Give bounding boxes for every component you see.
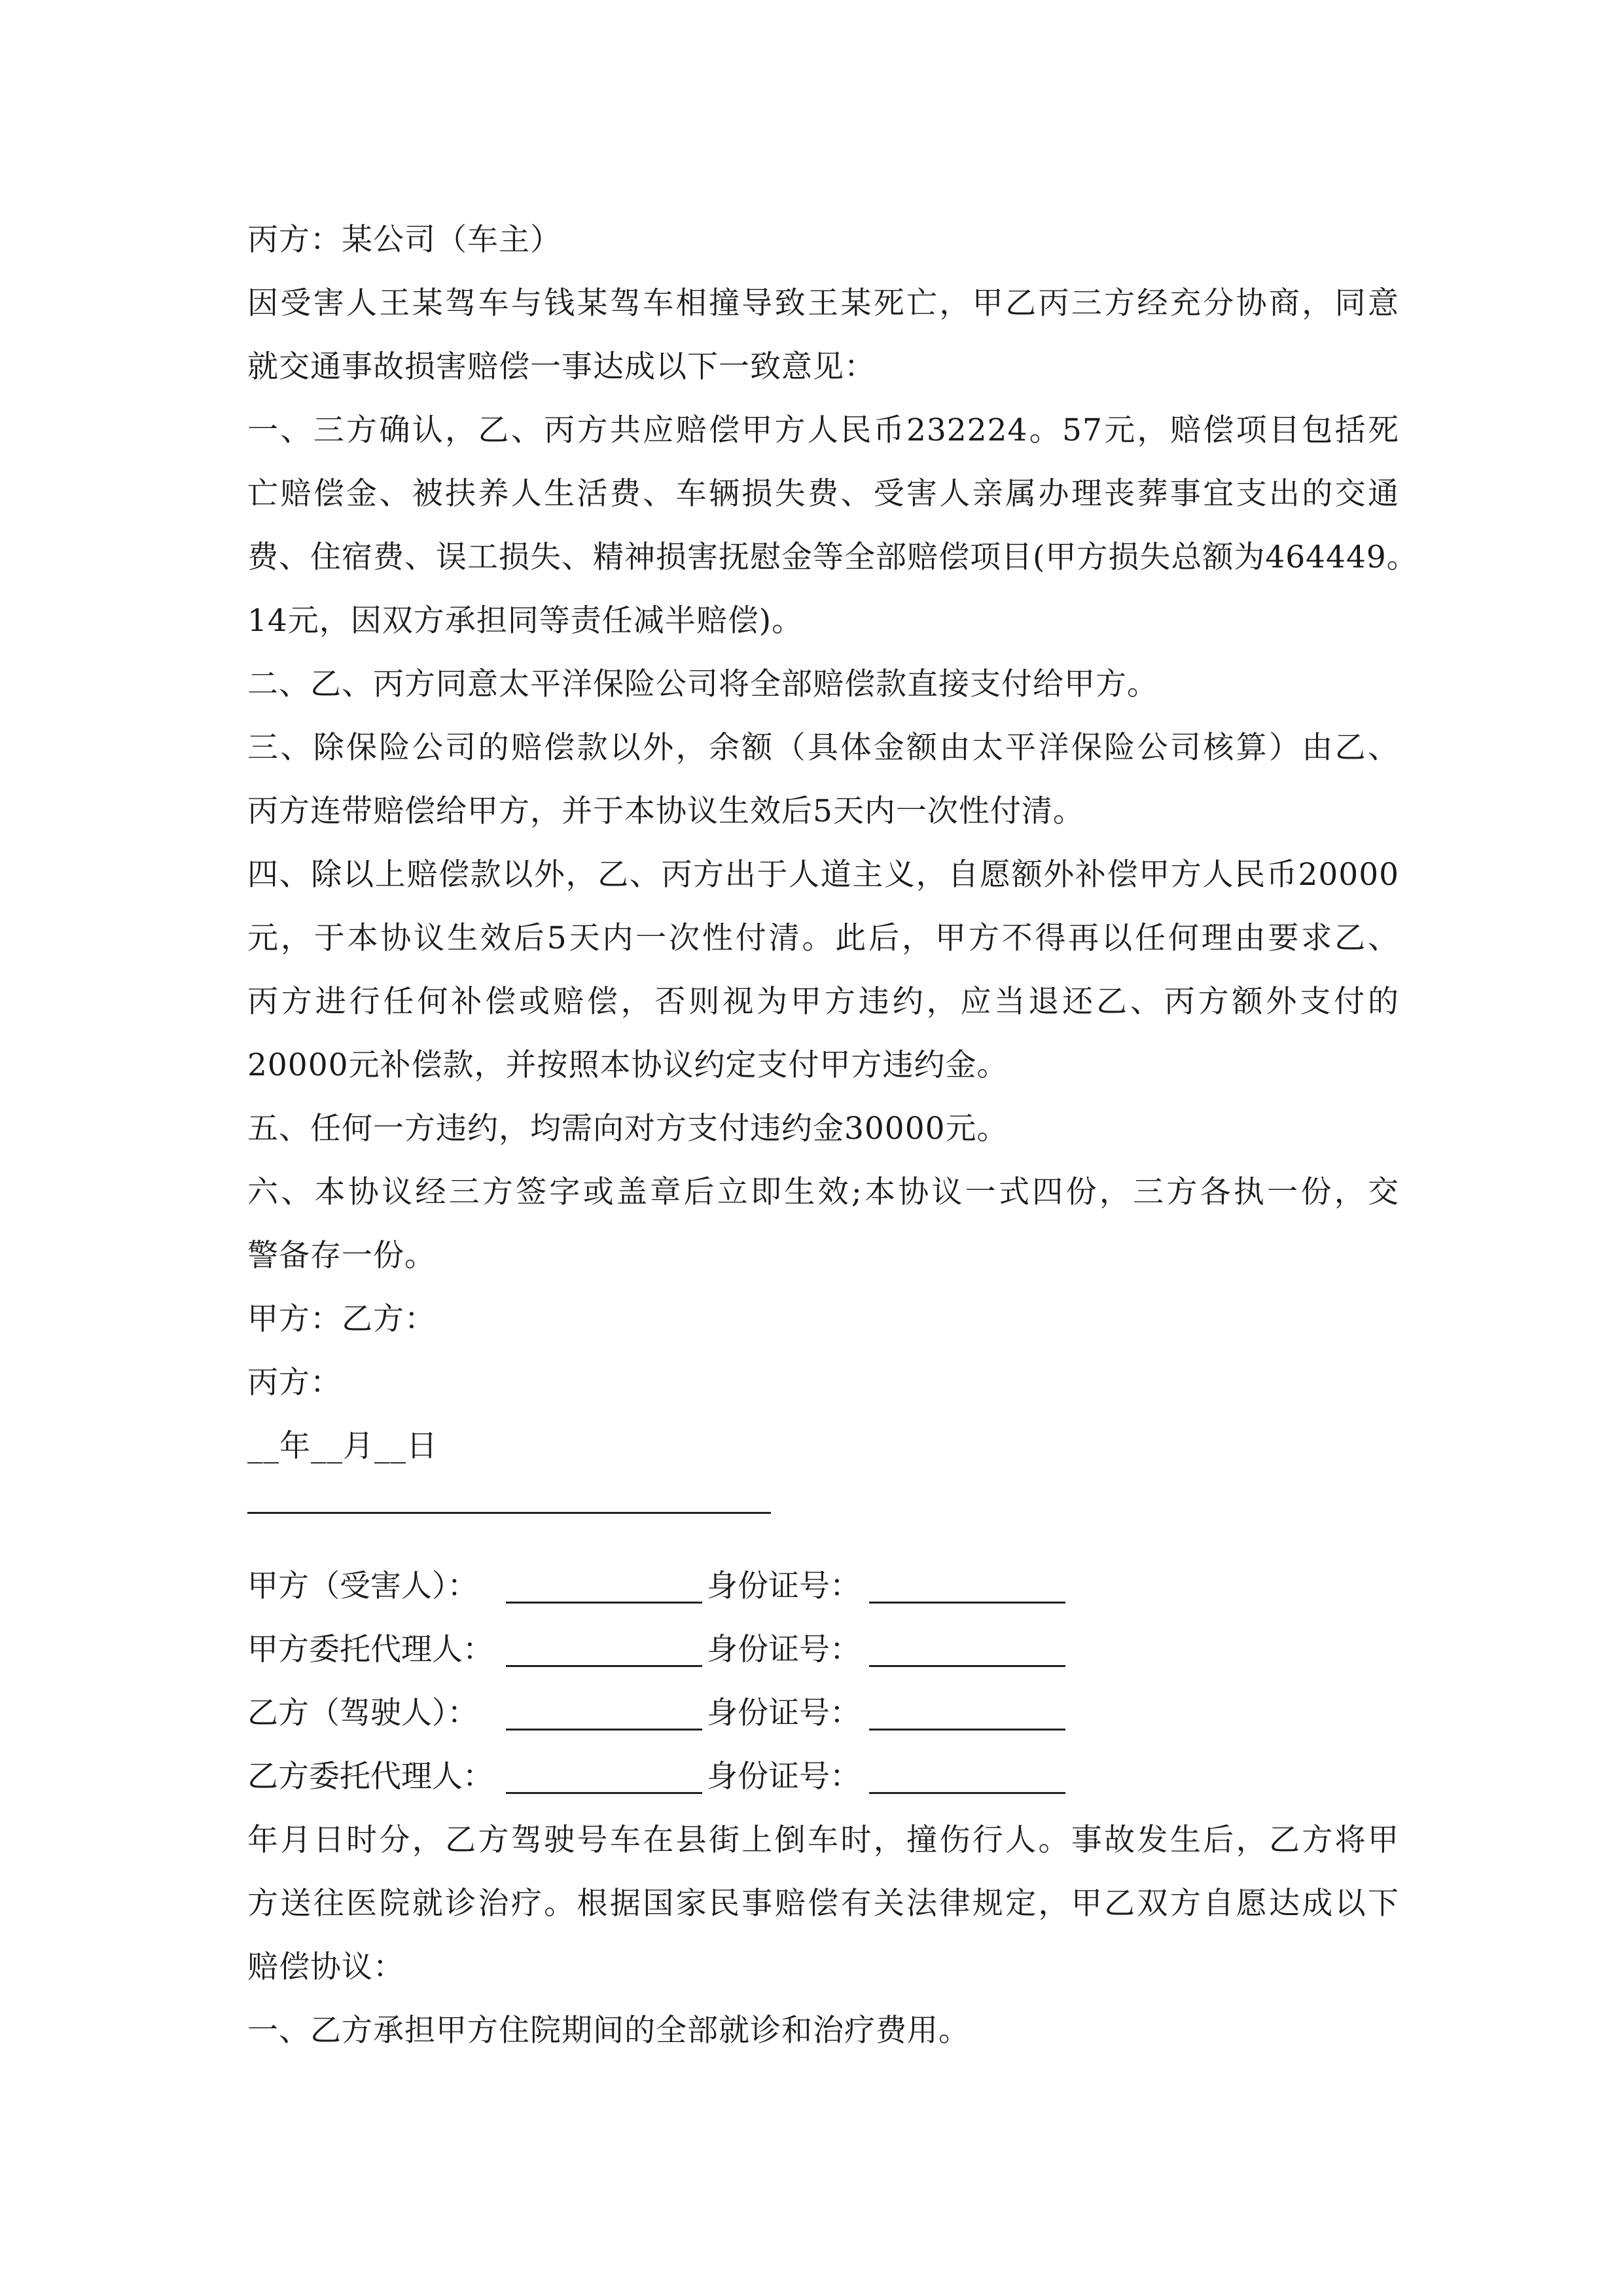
text-line: 赔偿协议： xyxy=(247,1949,404,1985)
document-body xyxy=(247,208,1418,2062)
id-number-blank xyxy=(869,1792,1065,1794)
text-line: 20000元补偿款，并按照本协议约定支付甲方违约金。 xyxy=(247,1047,1008,1083)
form-row-victim-agent xyxy=(247,1618,1399,1681)
second-agreement-text xyxy=(247,1808,1399,2062)
text-line: 费、住宿费、误工损失、精神损害抚慰金等全部赔偿项目(甲方损失总额为464449。 xyxy=(247,539,1418,575)
divider-rule xyxy=(247,1512,771,1514)
id-number-label: 身份证号： xyxy=(707,1568,861,1604)
text-line: 丙方连带赔偿给甲方，并于本协议生效后5天内一次性付清。 xyxy=(247,793,1084,829)
form-row-victim xyxy=(247,1554,1399,1618)
id-number-label: 身份证号： xyxy=(707,1759,861,1795)
text-line: 丙方进行任何补偿或赔偿，否则视为甲方违约，应当退还乙、丙方额外支付的 xyxy=(247,984,1399,1020)
text-line: 亡赔偿金、被扶养人生活费、车辆损失费、受害人亲属办理丧葬事宜支出的交通 xyxy=(247,476,1399,512)
id-number-blank xyxy=(869,1729,1065,1731)
text-line: 丙方：某公司（车主） xyxy=(247,222,562,258)
text-line: 14元，因双方承担同等责任减半赔偿)。 xyxy=(247,603,804,639)
text-line: 六、本协议经三方签字或盖章后立即生效;本协议一式四份，三方各执一份，交 xyxy=(247,1174,1399,1210)
text-line: 就交通事故损害赔偿一事达成以下一致意见： xyxy=(247,349,876,385)
text-line: 元，于本协议生效后5天内一次性付清。此后，甲方不得再以任何理由要求乙、 xyxy=(247,920,1399,956)
id-number-label: 身份证号： xyxy=(707,1632,861,1668)
id-number-blank xyxy=(869,1665,1065,1667)
text-line: 一、三方确认，乙、丙方共应赔偿甲方人民币232224。57元，赔偿项目包括死 xyxy=(247,412,1399,448)
form-row-driver-agent xyxy=(247,1745,1399,1808)
signature-form xyxy=(247,1554,1399,1808)
agreement-text-block xyxy=(247,208,1418,1478)
text-line: 四、除以上赔偿款以外，乙、丙方出于人道主义，自愿额外补偿甲方人民币20000 xyxy=(247,857,1399,893)
text-line: 年月日时分，乙方驾驶号车在县街上倒车时，撞伤行人。事故发生后，乙方将甲 xyxy=(247,1822,1399,1858)
name-blank xyxy=(506,1729,702,1731)
form-label: 甲方委托代理人： xyxy=(247,1632,493,1668)
name-blank xyxy=(506,1792,702,1794)
section-divider xyxy=(247,1478,1399,1541)
date-line: __年__月__日 xyxy=(247,1428,438,1464)
name-blank xyxy=(506,1602,702,1604)
form-row-driver xyxy=(247,1681,1399,1745)
text-line: 警备存一份。 xyxy=(247,1238,436,1274)
id-number-blank xyxy=(869,1602,1065,1604)
signature-line-parties: 甲方：乙方： xyxy=(247,1301,436,1337)
form-label: 乙方（驾驶人）： xyxy=(247,1695,478,1731)
signature-line-third-party: 丙方： xyxy=(247,1365,342,1401)
text-line: 五、任何一方违约，均需向对方支付违约金30000元。 xyxy=(247,1111,1008,1147)
text-line: 一、乙方承担甲方住院期间的全部就诊和治疗费用。 xyxy=(247,2013,970,2049)
form-label: 乙方委托代理人： xyxy=(247,1759,493,1795)
text-line: 方送往医院就诊治疗。根据国家民事赔偿有关法律规定，甲乙双方自愿达成以下 xyxy=(247,1886,1399,1922)
id-number-label: 身份证号： xyxy=(707,1695,861,1731)
text-line: 因受害人王某驾车与钱某驾车相撞导致王某死亡，甲乙丙三方经充分协商，同意 xyxy=(247,285,1399,321)
text-line: 二、乙、丙方同意太平洋保险公司将全部赔偿款直接支付给甲方。 xyxy=(247,666,1158,702)
form-label: 甲方（受害人）： xyxy=(247,1568,478,1604)
name-blank xyxy=(506,1665,702,1667)
text-line: 三、除保险公司的赔偿款以外，余额（具体金额由太平洋保险公司核算）由乙、 xyxy=(247,730,1399,766)
